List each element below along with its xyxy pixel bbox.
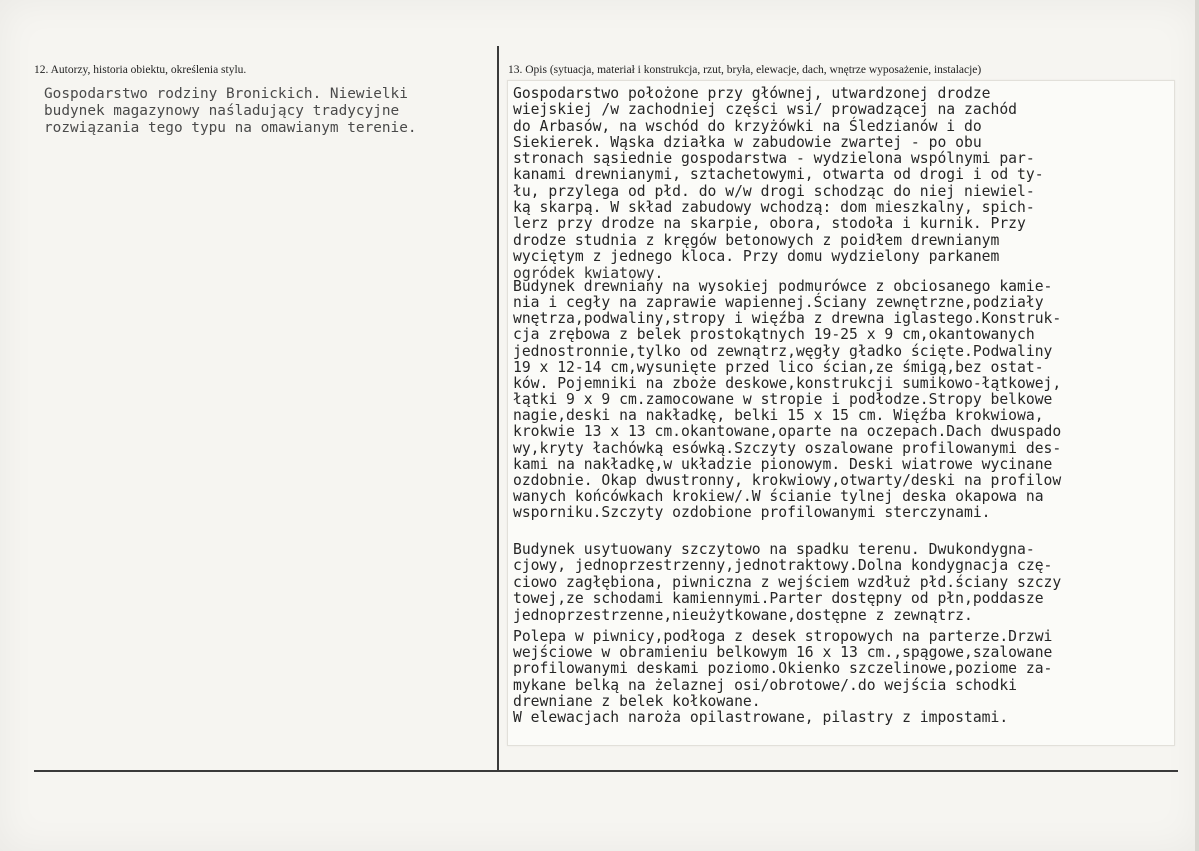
construction-line: wnętrza,podwaliny,stropy i więźba z drewna iglastego.Konstruk- [513,310,1062,328]
construction-line: nia i cegły na zaprawie wapiennej.Ściany zewnętrzne,podziały [513,294,1044,312]
card-edge [1195,0,1199,851]
construction-line: wy,kryty łachówką esówką.Szczyty oszalowane profilowanymi des- [513,439,1062,457]
situation-line: ką skarpą. W skład zabudowy wchodzą: dom mieszkalny, spich- [513,199,1035,217]
construction-line: cja zrębowa z belek prostokątnych 19-25 x 9 cm,okantowanych [513,326,1035,344]
interior-line: wejściowe w obramieniu belkowym 16 x 13 cm.,spągowe,szalowane [513,644,1053,662]
situation-line: drodze studnia z kręgów betonowych z poidłem drewnianym [513,231,1000,249]
history-text [44,86,489,137]
overprinted-line: ogródek kwiatowy. [513,265,664,282]
situation-line: do Arbasów, na wschód do krzyżówki na Śledzianów i do [513,117,982,135]
construction-line: wsporniku.Szczyty ozdobione profilowanymi sterczynami. [513,504,991,522]
construction-line: łątki 9 x 9 cm.zamocowane w stropie i podłodze.Stropy belkowe [513,391,1053,409]
column-divider [497,46,499,770]
construction-line: jednostronnie,tylko od zewnątrz,węgły gładko ścięte.Podwaliny [513,342,1053,360]
construction-line: Budynek drewniany na wysokiej podmurówce z obciosanego kamie- [513,278,1053,295]
construction-paragraph [513,279,1061,521]
layout-paragraph [513,542,1061,624]
section-13-heading: 13. Opis (sytuacja, materiał i konstrukcja, rzut, bryła, elewacje, dach, wnętrze wyposażenie, instalacje) [508,64,982,76]
construction-line: nagie,deski na nakładkę, belki 15 x 15 cm. Więźba krokwiowa, [513,407,1044,425]
interior-line: Polepa w piwnicy,podłoga z desek stropowych na parterze.Drzwi [513,628,1053,645]
history-line: rozwiązania tego typu na omawianym terenie. [44,120,417,136]
construction-line: 19 x 12-14 cm,wysunięte przed lico ścian,ze śmigą,bez ostat- [513,358,1044,376]
layout-line: towej,ze schodami kamiennymi.Parter dostępny od płn,poddasze [513,590,1044,608]
situation-line: łu, przylega od płd. do w/w drogi schodząc do niej niewiel- [513,182,1035,200]
construction-line: kami na nakładkę,w układzie pionowym. Deski wiatrowe wycinane [513,455,1053,473]
construction-line: krokwie 13 x 13 cm.okantowane,oparte na oczepach.Dach dwuspado [513,423,1062,441]
layout-line: Budynek usytuowany szczytowo na spadku terenu. Dwukondygna- [513,541,1035,558]
interior-line: mykane belką na żelaznej osi/obrotowe/.do wejścia schodki [513,676,1018,694]
situation-paragraph [513,86,1044,265]
situation-line: stronach sąsiednie gospodarstwa - wydzielona wspólnymi par- [513,150,1035,168]
situation-line: kanami drewnianymi, sztachetowymi, otwarta od drogi i od ty- [513,166,1044,184]
situation-line: Gospodarstwo położone przy głównej, utwardzonej drodze [513,85,991,102]
layout-line: cjowy, jednoprzestrzenny,jednotraktowy.Dolna kondygnacja czę- [513,557,1053,575]
history-line: Gospodarstwo rodziny Bronickich. Niewielki [44,86,408,102]
interior-line: W elewacjach naroża opilastrowane, pilastry z impostami. [513,709,1009,727]
interior-line: profilowanymi deskami poziomo.Okienko szczelinowe,poziome za- [513,660,1053,678]
layout-line: jednoprzestrzenne,nieużytkowane,dostępne z zewnątrz. [513,606,973,624]
bottom-rule [34,770,1178,772]
situation-line: lerz przy drodze na skarpie, obora, stodoła i kurnik. Przy [513,215,1026,233]
situation-line: Siekierek. Wąska działka w zabudowie zwartej - po obu [513,133,982,151]
section-12-heading: 12. Autorzy, historia obiektu, określenia stylu. [34,64,247,76]
construction-line: ozdobnie. Okap dwustronny, krokwiowy,otwarty/deski na profilow [513,471,1062,489]
situation-line: wyciętym z jednego kloca. Przy domu wydzielony parkanem [513,247,1000,265]
layout-line: ciowo zagłębiona, piwniczna z wejściem wzdłuż płd.ściany szczy [513,573,1062,591]
history-line: budynek magazynowy naśladujący tradycyjne [44,103,400,119]
situation-line: wiejskiej /w zachodniej części wsi/ prowadzącej na zachód [513,101,1018,119]
interior-line: drewniane z belek kołkowane. [513,692,761,710]
construction-line: wanych końcówkach krokiew/.W ścianie tylnej deska okapowa na [513,488,1044,506]
interior-paragraph [513,629,1052,726]
construction-line: ków. Pojemniki na zboże deskowe,konstrukcji sumikowo-łątkowej, [513,374,1062,392]
